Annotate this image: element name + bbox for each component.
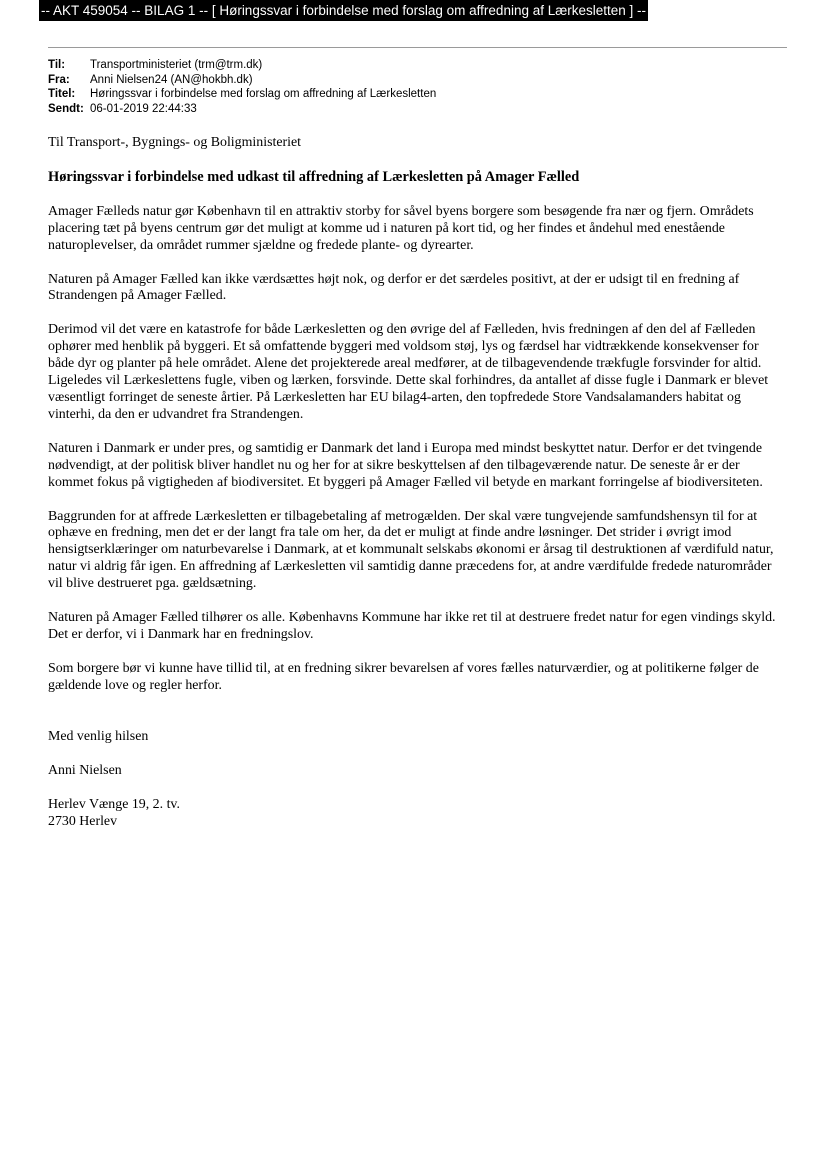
to-row xyxy=(48,58,436,73)
paragraph: Naturen i Danmark er under pres, og samtidig er Danmark det land i Europa med mindst beskyttet natur. Derfor er det tvingende nødvendigt, at der politisk bliver handlet nu og her for at sikre beskyttelsen af den tilbageværende natur. De seneste år er der kommet fokus på vigtigheden af biodiversitet. Et byggeri på Amager Fælled vil betyde en markant forringelse af biodiversiteten. xyxy=(48,440,763,490)
paragraph: Naturen på Amager Fælled tilhører os alle. Københavns Kommune har ikke ret til at destruere fredet natur for egen vindings skyld. Det er derfor, vi i Danmark har en fredningslov. xyxy=(48,610,776,642)
salutation: Til Transport-, Bygnings- og Boligministeriet xyxy=(48,135,302,150)
paragraph: Derimod vil det være en katastrofe for både Lærkesletten og den øvrige del af Fælleden, hvis fredningen af den del af Fælleden ophører med henblik på byggeri. Et så omfattende byggeri med voldsom støj, lys og færdsel har vidtrækkende konsekvenser for både dyr og planter på hele området. Alene det projekterede areal medfører, at de tilbagevendende trækfugle forsvinder for altid. Ligeledes vil Lærkeslettens fugle, viben og lærken, forsvinde. Dette skal forhindres, da antallet af disse fugle i Danmark er blevet væsentligt forringet de seneste årtier. På Lærkesletten har EU bilag4-arten, den topfredede Store Vandsalamanders habitat og vinterhi, da den er udvandret fra Strandengen. xyxy=(48,322,769,422)
closing: Med venlig hilsen xyxy=(48,728,149,744)
to-label: Til: xyxy=(48,59,66,71)
paragraph: Amager Fælleds natur gør København til en attraktiv storby for såvel byens borgere som besøgende fra nær og fjern. Områdets placering tæt på byens centrum gør det muligt at komme ud i naturen på kort tid, og her findes et åndehul med enestående naturoplevelser, da området rummer sjældne og fredede plante- og dyrearter. xyxy=(48,203,754,253)
paragraph: Naturen på Amager Fælled kan ikke værdsættes højt nok, og derfor er det særdeles positivt, at der er udsigt til en fredning af Strandengen på Amager Fælled. xyxy=(48,271,740,304)
letter-heading: Høringssvar i forbindelse med udkast til affredning af Lærkesletten på Amager Fælled xyxy=(48,168,580,185)
paragraph: Som borgere bør vi kunne have tillid til, at en fredning sikrer bevarelsen af vores fælles naturværdier, og at politikerne følger de gældende love og regler herfor. xyxy=(48,660,759,693)
from-label: Fra: xyxy=(48,73,70,86)
sent-value: 06-01-2019 22:44:33 xyxy=(90,102,197,115)
address-line: Herlev Vænge 19, 2. tv. xyxy=(48,797,180,813)
sent-label: Sendt: xyxy=(48,102,84,115)
from-value: Anni Nielsen24 (AN@hokbh.dk) xyxy=(90,73,253,86)
from-row xyxy=(48,73,436,88)
document-banner: -- AKT 459054 -- BILAG 1 -- [ Høringssvar i forbindelse med forslag om affredning af Lærkesletten ] -- xyxy=(39,0,648,21)
to-value: Transportministeriet (trm@trm.dk) xyxy=(90,59,263,71)
title-label: Titel: xyxy=(48,88,76,100)
paragraph: Baggrunden for at affrede Lærkesletten er tilbagebetaling af metrogælden. Der skal være tungvejende samfundshensyn til for at ophæve en fredning, men det er der langt fra tale om her, da det er muligt at finde andre løsninger. Det strider i øvrigt imod hensigtserklæringer om naturbevarelse i Danmark, at et kommunalt selskabs økonomi er årsag til destruktionen af værdifuld natur, natur vi aldrig får igen. En affredning af Lærkesletten vil samtidig danne præcedens for, at andre værdifulde fredede naturområder vil blive destrueret pga. gældsætning. xyxy=(48,508,774,592)
header-divider xyxy=(48,47,787,48)
letter-body xyxy=(48,135,782,831)
sender-name: Anni Nielsen xyxy=(48,762,122,778)
title-row xyxy=(48,87,436,102)
title-value: Høringssvar i forbindelse med forslag om affredning af Lærkesletten xyxy=(90,88,437,100)
sent-row xyxy=(48,102,436,117)
email-header xyxy=(48,58,436,116)
address-line: 2730 Herlev xyxy=(48,814,118,830)
